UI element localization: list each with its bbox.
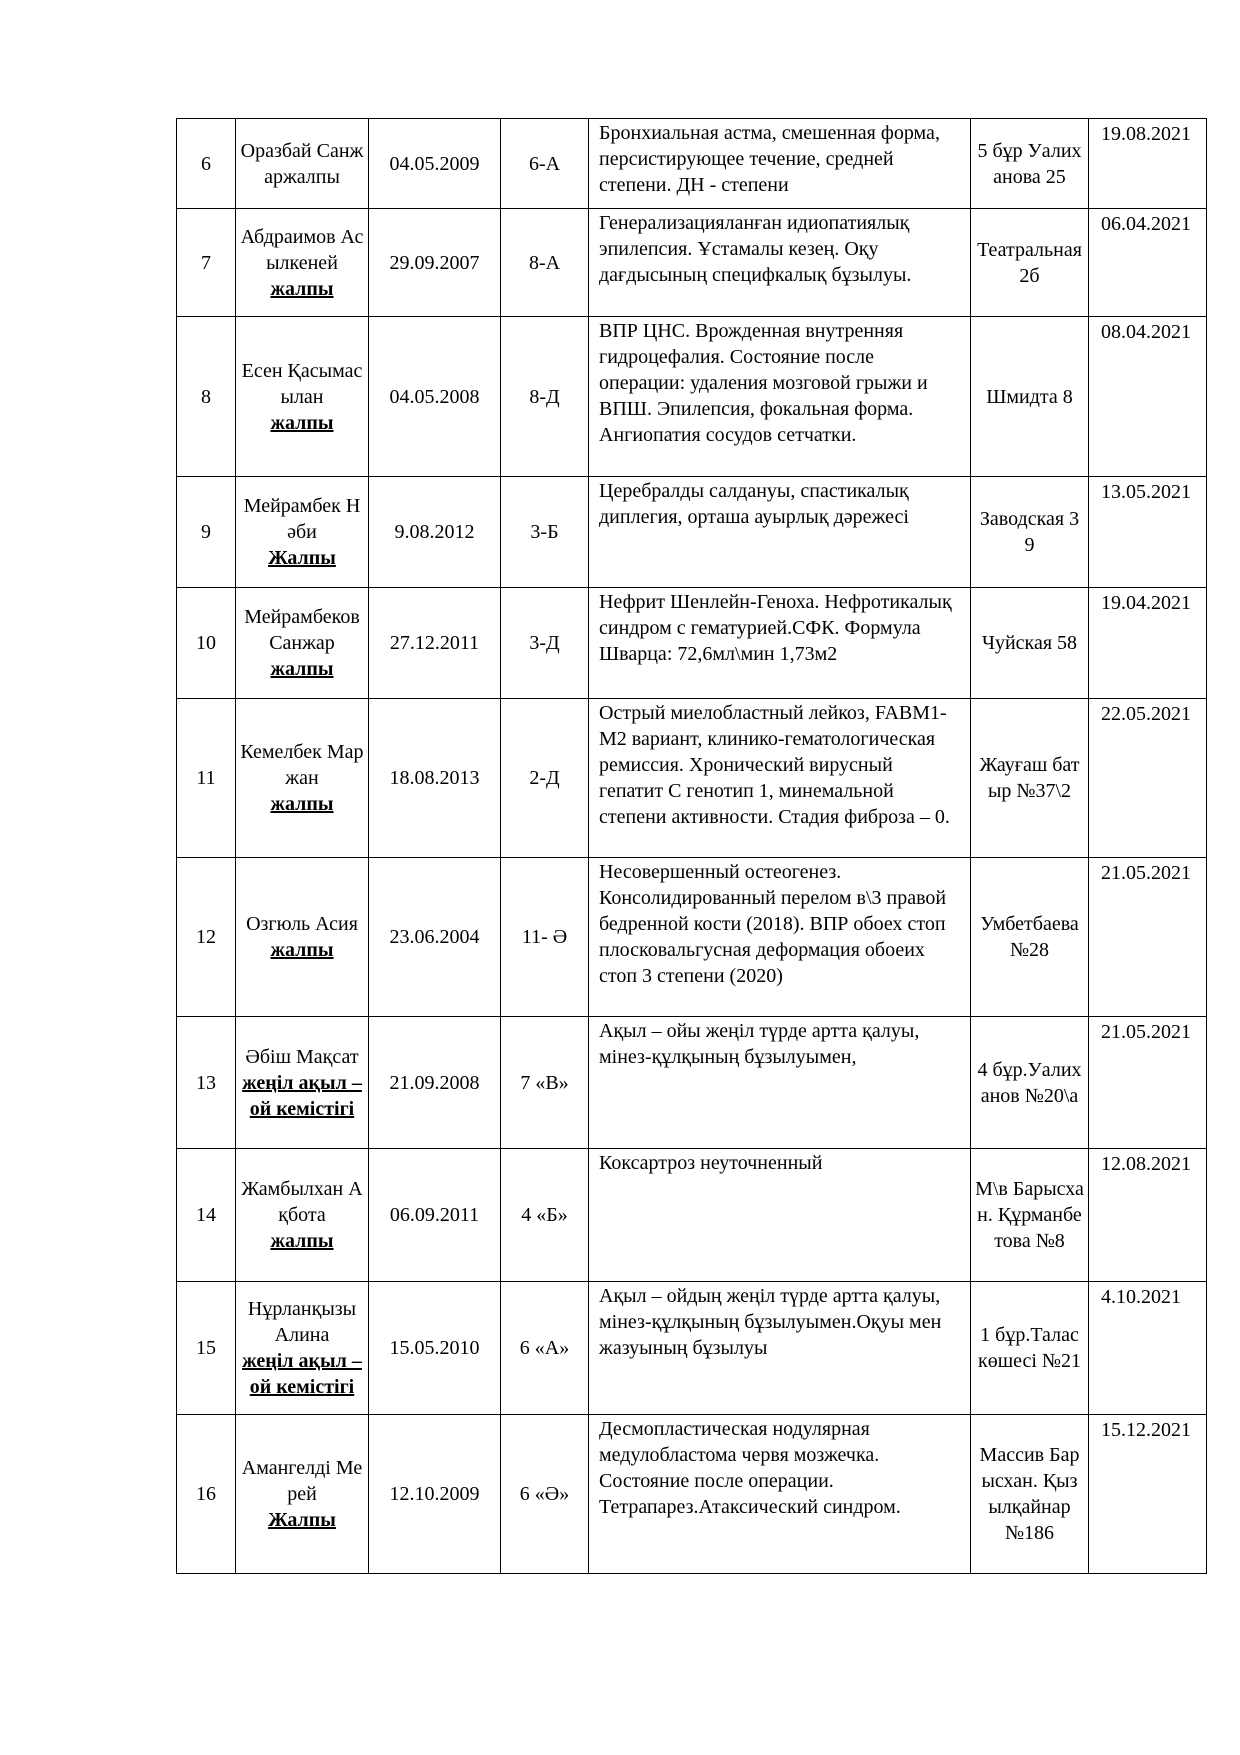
class-label: 6 «Ә» — [501, 1415, 589, 1574]
row-number: 11 — [177, 699, 236, 858]
diagnosis: Десмопластическая нодулярная медулобластома червя мозжечка. Состояние после операции. Тетрапарез.Атаксический синдром. — [589, 1415, 971, 1574]
status-label: жалпы — [270, 658, 334, 680]
class-label: 6 «А» — [501, 1282, 589, 1415]
row-number: 15 — [177, 1282, 236, 1415]
status-label: жеңіл ақыл – ой кемістігі — [242, 1350, 362, 1398]
table-row — [177, 858, 1207, 1017]
record-date: 22.05.2021 — [1089, 699, 1207, 858]
student-name: Нұрланқызы Алина — [247, 1298, 357, 1346]
status-label: Жалпы — [268, 547, 336, 569]
student-name-cell — [236, 1149, 369, 1282]
status-label: Жалпы — [268, 1509, 336, 1531]
address: Заводская 39 — [971, 477, 1089, 588]
student-name-cell — [236, 317, 369, 477]
address: 4 бұр.Уалиханов №20\а — [971, 1017, 1089, 1149]
diagnosis: Несовершенный остеогенез. Консолидированный перелом в\3 правой бедренной кости (2018). ВПР обоех стоп плосковальгусная деформация обоеих стоп 3 степени (2020) — [589, 858, 971, 1017]
student-name-cell — [236, 588, 369, 699]
table-row — [177, 1149, 1207, 1282]
student-name: Оразбай Санжаржалпы — [240, 139, 364, 188]
diagnosis: Церебралды салдануы, спастикалық диплегия, орташа ауырлық дәрежесі — [589, 477, 971, 588]
address: 1 бұр.Талас көшесі №21 — [971, 1282, 1089, 1415]
student-name: Мейрамбек Нәби — [243, 495, 361, 543]
status-label: жалпы — [270, 939, 334, 961]
table-row — [177, 119, 1207, 209]
table-row — [177, 1282, 1207, 1415]
birth-date: 04.05.2009 — [369, 119, 501, 209]
patients-table — [176, 118, 1207, 1574]
student-name: Кемелбек Маржан — [240, 741, 364, 789]
class-label: 2-Д — [501, 699, 589, 858]
address: Театральная 2б — [971, 209, 1089, 317]
student-name: Есен Қасымасылан — [241, 359, 363, 408]
record-date: 19.08.2021 — [1089, 119, 1207, 209]
table-row — [177, 477, 1207, 588]
record-date: 15.12.2021 — [1089, 1415, 1207, 1574]
record-date: 06.04.2021 — [1089, 209, 1207, 317]
diagnosis: Ақыл – ойы жеңіл түрде артта қалуы, мінез-құлқының бұзылуымен, — [589, 1017, 971, 1149]
status-label: жеңіл ақыл – ой кемістігі — [242, 1071, 362, 1120]
address: Жауғаш батыр №37\2 — [971, 699, 1089, 858]
student-name: Абдраимов Асылкеней — [240, 225, 364, 274]
record-date: 08.04.2021 — [1089, 317, 1207, 477]
birth-date: 29.09.2007 — [369, 209, 501, 317]
address: Умбетбаева №28 — [971, 858, 1089, 1017]
class-label: 3-Б — [501, 477, 589, 588]
row-number: 8 — [177, 317, 236, 477]
student-name: Жамбылхан Ақбота — [241, 1178, 363, 1226]
status-label: жалпы — [270, 411, 334, 434]
row-number: 13 — [177, 1017, 236, 1149]
diagnosis: Острый миелобластный лейкоз, FABM1-M2 вариант, клинико-гематологическая ремиссия. Хронический вирусный гепатит С генотип 1, минемальной степени активности. Стадия фиброза – 0. — [589, 699, 971, 858]
birth-date: 06.09.2011 — [369, 1149, 501, 1282]
student-name-cell — [236, 1017, 369, 1149]
status-label: жалпы — [270, 1230, 334, 1252]
student-name-cell — [236, 1282, 369, 1415]
table-body — [177, 119, 1207, 1574]
address: Шмидта 8 — [971, 317, 1089, 477]
row-number: 14 — [177, 1149, 236, 1282]
class-label: 8-А — [501, 209, 589, 317]
record-date: 21.05.2021 — [1089, 1017, 1207, 1149]
row-number: 16 — [177, 1415, 236, 1574]
student-name-cell — [236, 477, 369, 588]
row-number: 9 — [177, 477, 236, 588]
diagnosis: Нефрит Шенлейн-Геноха. Нефротикалық синдром с гематурией.СФК. Формула Шварца: 72,6мл\мин 1,73м2 — [589, 588, 971, 699]
birth-date: 9.08.2012 — [369, 477, 501, 588]
table-row — [177, 588, 1207, 699]
row-number: 7 — [177, 209, 236, 317]
table-row — [177, 317, 1207, 477]
student-name-cell — [236, 858, 369, 1017]
address: Массив Барысхан. Қызылқайнар №186 — [971, 1415, 1089, 1574]
student-name: Әбіш Мақсат — [245, 1045, 359, 1068]
diagnosis: Коксартроз неуточненный — [589, 1149, 971, 1282]
class-label: 6-А — [501, 119, 589, 209]
birth-date: 12.10.2009 — [369, 1415, 501, 1574]
record-date: 13.05.2021 — [1089, 477, 1207, 588]
row-number: 12 — [177, 858, 236, 1017]
table-row — [177, 1415, 1207, 1574]
record-date: 21.05.2021 — [1089, 858, 1207, 1017]
row-number: 6 — [177, 119, 236, 209]
address: 5 бұр Уалиханова 25 — [971, 119, 1089, 209]
birth-date: 15.05.2010 — [369, 1282, 501, 1415]
diagnosis: Ақыл – ойдың жеңіл түрде артта қалуы, мінез-құлқының бұзылуымен.Оқуы мен жазуының бұзылуы — [589, 1282, 971, 1415]
student-name-cell — [236, 699, 369, 858]
student-name: Мейрамбеков Санжар — [244, 606, 360, 654]
diagnosis: ВПР ЦНС. Врожденная внутренняя гидроцефалия. Состояние после операции: удаления мозговой грыжи и ВПШ. Эпилепсия, фокальная форма. Ангиопатия сосудов сетчатки. — [589, 317, 971, 477]
status-label: жалпы — [270, 277, 334, 300]
diagnosis: Бронхиальная астма, смешенная форма, персистирующее течение, средней степени. ДН - степени — [589, 119, 971, 209]
student-name-cell — [236, 119, 369, 209]
class-label: 4 «Б» — [501, 1149, 589, 1282]
row-number: 10 — [177, 588, 236, 699]
birth-date: 21.09.2008 — [369, 1017, 501, 1149]
record-date: 12.08.2021 — [1089, 1149, 1207, 1282]
table-row — [177, 209, 1207, 317]
student-name-cell — [236, 1415, 369, 1574]
class-label: 3-Д — [501, 588, 589, 699]
student-name: Озгюль Асия — [246, 913, 358, 935]
diagnosis: Генерализацияланған идиопатиялық эпилепсия. Ұстамалы кезең. Оқу дағдысының специфкалық бұзылуы. — [589, 209, 971, 317]
record-date: 4.10.2021 — [1089, 1282, 1207, 1415]
record-date: 19.04.2021 — [1089, 588, 1207, 699]
table-row — [177, 1017, 1207, 1149]
birth-date: 23.06.2004 — [369, 858, 501, 1017]
class-label: 11- Ә — [501, 858, 589, 1017]
class-label: 7 «В» — [501, 1017, 589, 1149]
address: Чуйская 58 — [971, 588, 1089, 699]
student-name-cell — [236, 209, 369, 317]
birth-date: 27.12.2011 — [369, 588, 501, 699]
table-row — [177, 699, 1207, 858]
class-label: 8-Д — [501, 317, 589, 477]
birth-date: 04.05.2008 — [369, 317, 501, 477]
address: М\в Барысхан. Құрманбетова №8 — [971, 1149, 1089, 1282]
birth-date: 18.08.2013 — [369, 699, 501, 858]
status-label: жалпы — [270, 793, 334, 815]
student-name: Амангелді Мерей — [241, 1457, 363, 1505]
